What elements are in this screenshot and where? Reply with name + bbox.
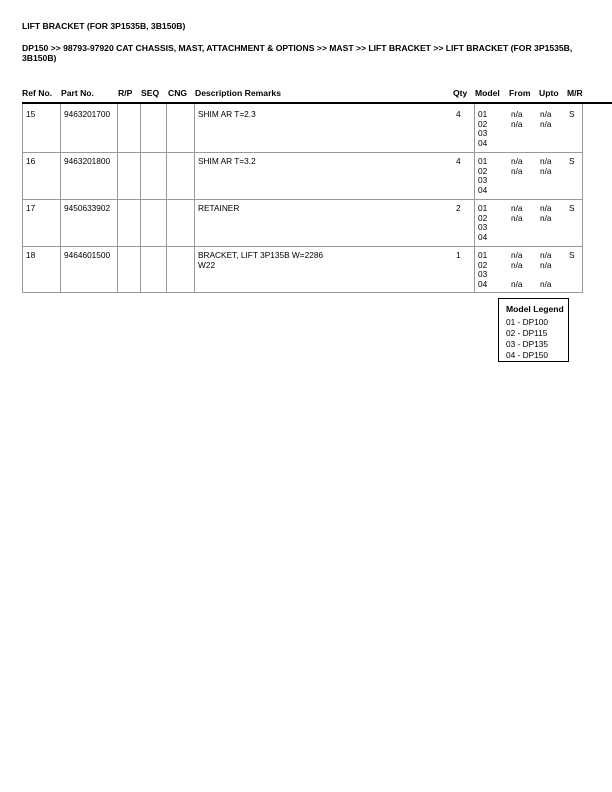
mr-value: S <box>569 109 575 119</box>
ref-no: 17 <box>26 203 36 213</box>
from-values: n/a n/a <box>511 203 523 223</box>
qty: 1 <box>456 250 461 260</box>
header-description: Description Remarks <box>195 88 281 98</box>
description: BRACKET, LIFT 3P135B W=2286 W22 <box>198 250 324 270</box>
qty: 4 <box>456 156 461 166</box>
model-list: 01 02 03 04 <box>478 109 488 148</box>
part-no: 9463201700 <box>64 109 111 119</box>
qty: 2 <box>456 203 461 213</box>
header-rule <box>22 102 612 104</box>
from-values: n/a n/a <box>511 109 523 129</box>
model-legend <box>498 298 569 362</box>
part-no: 9450633902 <box>64 203 111 213</box>
mr-value: S <box>569 156 575 166</box>
legend-item: 02 - DP115 <box>506 328 548 338</box>
header-from: From <box>509 88 531 98</box>
legend-item: 04 - DP150 <box>506 350 548 360</box>
header-upto: Upto <box>539 88 559 98</box>
upto-values: n/a n/a <box>540 203 552 223</box>
upto-values: n/a n/a <box>540 156 552 176</box>
grid-line <box>22 152 583 153</box>
mr-value: S <box>569 250 575 260</box>
legend-item: 01 - DP100 <box>506 317 548 327</box>
mr-value: S <box>569 203 575 213</box>
grid-line <box>22 199 583 200</box>
header-model: Model <box>475 88 500 98</box>
model-list: 01 02 03 04 <box>478 250 488 289</box>
upto-values: n/a n/a n/a <box>540 250 552 289</box>
header-seq: SEQ <box>141 88 160 98</box>
ref-no: 15 <box>26 109 36 119</box>
description: SHIM AR T=2.3 <box>198 109 256 119</box>
header-mr: M/R <box>567 88 583 98</box>
part-no: 9463201800 <box>64 156 111 166</box>
model-list: 01 02 03 04 <box>478 156 488 195</box>
header-cng: CNG <box>168 88 188 98</box>
grid-line <box>22 292 583 293</box>
header-part-no: Part No. <box>61 88 94 98</box>
model-list: 01 02 03 04 <box>478 203 488 242</box>
header-ref-no: Ref No. <box>22 88 53 98</box>
legend-title: Model Legend <box>506 304 564 314</box>
header-qty: Qty <box>453 88 468 98</box>
qty: 4 <box>456 109 461 119</box>
description: SHIM AR T=3.2 <box>198 156 256 166</box>
from-values: n/a n/a n/a <box>511 250 523 289</box>
from-values: n/a n/a <box>511 156 523 176</box>
page-title: LIFT BRACKET (FOR 3P1535B, 3B150B) <box>22 21 186 31</box>
upto-values: n/a n/a <box>540 109 552 129</box>
description: RETAINER <box>198 203 240 213</box>
ref-no: 18 <box>26 250 36 260</box>
legend-item: 03 - DP135 <box>506 339 548 349</box>
grid-line <box>22 246 583 247</box>
header-rp: R/P <box>118 88 133 98</box>
breadcrumb: DP150 >> 98793-97920 CAT CHASSIS, MAST, ATTACHMENT & OPTIONS >> MAST >> LIFT BRACKET >> LIFT BRACKET (FOR 3P1535B, 3B150B) <box>22 43 573 63</box>
part-no: 9464601500 <box>64 250 111 260</box>
ref-no: 16 <box>26 156 36 166</box>
